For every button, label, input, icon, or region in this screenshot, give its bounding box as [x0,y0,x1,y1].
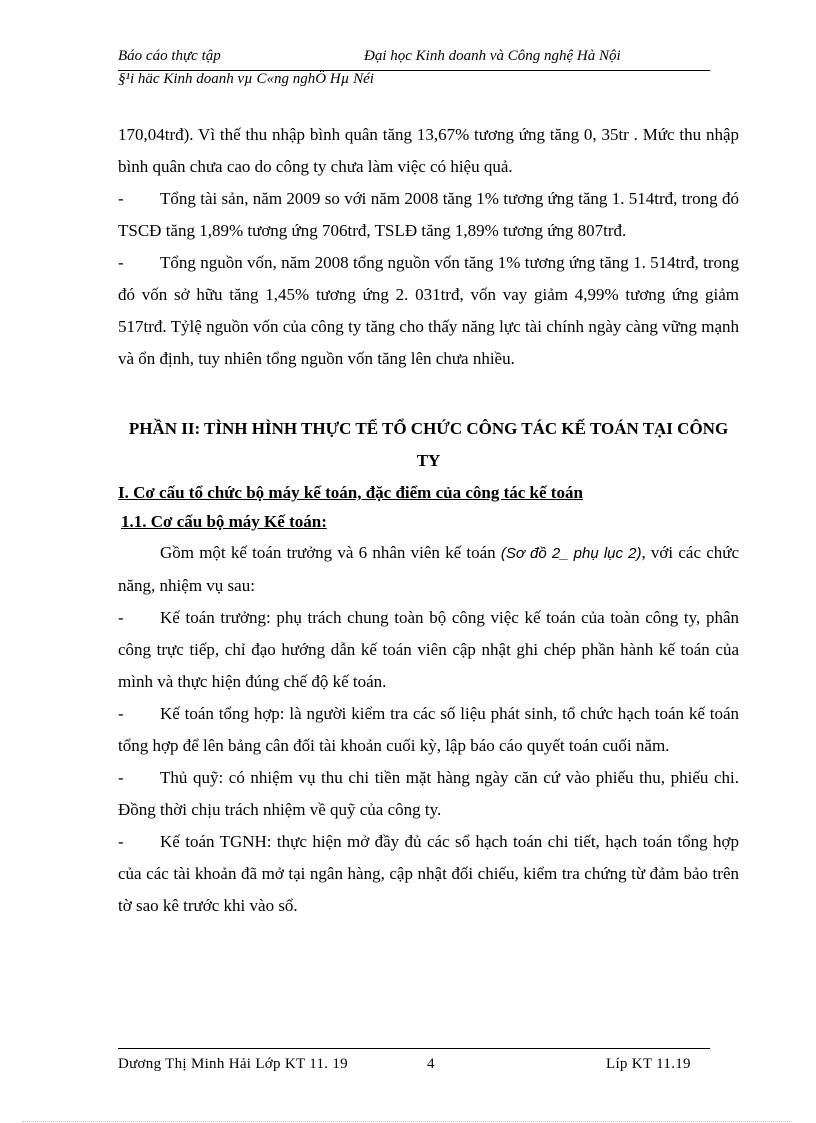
page-edge [22,1121,792,1122]
paragraph-income: 170,04trđ). Vì thế thu nhập bình quân tăng 13,67% tương ứng tăng 0, 35tr . Mức thu nhập bình quân chưa cao do công ty chưa làm việc có hiệu quả. [118,125,739,176]
section-title: PHẦN II: TÌNH HÌNH THỰC TẾ TỔ CHỨC CÔNG TÁC KẾ TOÁN TẠI CÔNG TY [128,419,729,470]
intro-text-end: , với các chức năng, nhiệm vụ sau: [118,543,740,595]
subheading-accounting-apparatus: 1.1. Cơ cấu bộ máy Kế toán: [121,512,327,531]
page-number: 4 [427,1056,435,1072]
heading-accounting-structure: I. Cơ cấu tổ chức bộ máy kế toán, đặc điểm của công tác kế toán [118,483,583,502]
bullet-marker: - [118,704,124,723]
running-header [118,48,710,68]
bullet-marker: - [118,608,124,627]
bullet-marker: - [118,832,124,851]
footer-author: Dương Thị Minh Hải Lớp KT 11. 19 [118,1056,348,1072]
bullet-marker: - [118,253,124,272]
role-chief-accountant [118,602,739,698]
bullet-total-capital [118,247,739,375]
header-garbled-line: §¹i häc Kinh doanh vµ C«ng nghÖ Hµ Néi [118,71,374,87]
bullet-marker: - [118,189,124,208]
role-general-accountant [118,698,739,762]
role-text: Kế toán tổng hợp: là người kiểm tra các số liệu phát sinh, tổ chức hạch toán kế toán tổng hợp để lên bảng cân đối tài khoản cuối kỳ, lập báo cáo quyết toán cuối năm. [118,704,739,755]
bullet-marker: - [118,768,124,787]
role-treasurer [118,762,739,826]
bullet-total-assets [118,183,739,247]
paragraph-intro [118,537,739,602]
footer-class: Líp KT 11.19 [606,1056,691,1072]
diagram-reference: (Sơ đồ 2_ phụ lục 2) [500,545,642,562]
header-university-name: Đại học Kinh doanh và Công nghệ Hà Nội [364,48,621,64]
document-body [118,119,739,922]
role-text: Kế toán TGNH: thực hiện mở đầy đủ các sổ hạch toán chi tiết, hạch toán tổng hợp của các tài khoản đã mở tại ngân hàng, cập nhật đối chiếu, kiểm tra chứng từ đảm bảo trên tờ sao kê trước khi vào sổ. [118,832,739,915]
footer-divider [118,1048,710,1049]
bullet-text: Tổng nguồn vốn, năm 2008 tổng nguồn vốn tăng 1% tương ứng tăng 1. 514trđ, trong đó vốn sở hữu tăng 1,45% tương ứng 2. 031trđ, vốn vay giảm 4,99% tương ứng giảm 517trđ. Tỷlệ nguồn vốn của công ty tăng cho thấy năng lực tài chính ngày càng vững mạnh và ổn định, tuy nhiên tổng nguồn vốn tăng lên chưa nhiều. [118,253,739,368]
header-report-title: Báo cáo thực tập [118,48,221,64]
role-text: Kế toán trưởng: phụ trách chung toàn bộ công việc kế toán của toàn công ty, phân công trực tiếp, chỉ đạo hướng dẫn kế toán viên cập nhật ghi chép phần hành kế toán của mình và thực hiện đúng chế độ kế toán. [118,608,739,691]
role-text: Thủ quỹ: có nhiệm vụ thu chi tiền mặt hàng ngày căn cứ vào phiếu thu, phiếu chi. Đồng thời chịu trách nhiệm về quỹ của công ty. [118,768,739,819]
bullet-text: Tổng tài sản, năm 2009 so với năm 2008 tăng 1% tương ứng tăng 1. 514trđ, trong đó TSCĐ tăng 1,89% tương ứng 706trđ, TSLĐ tăng 1,89% tương ứng 807trđ. [118,189,739,240]
role-bank-deposit-accountant [118,826,739,922]
intro-text: Gồm một kế toán trưởng và 6 nhân viên kế toán [160,543,501,562]
